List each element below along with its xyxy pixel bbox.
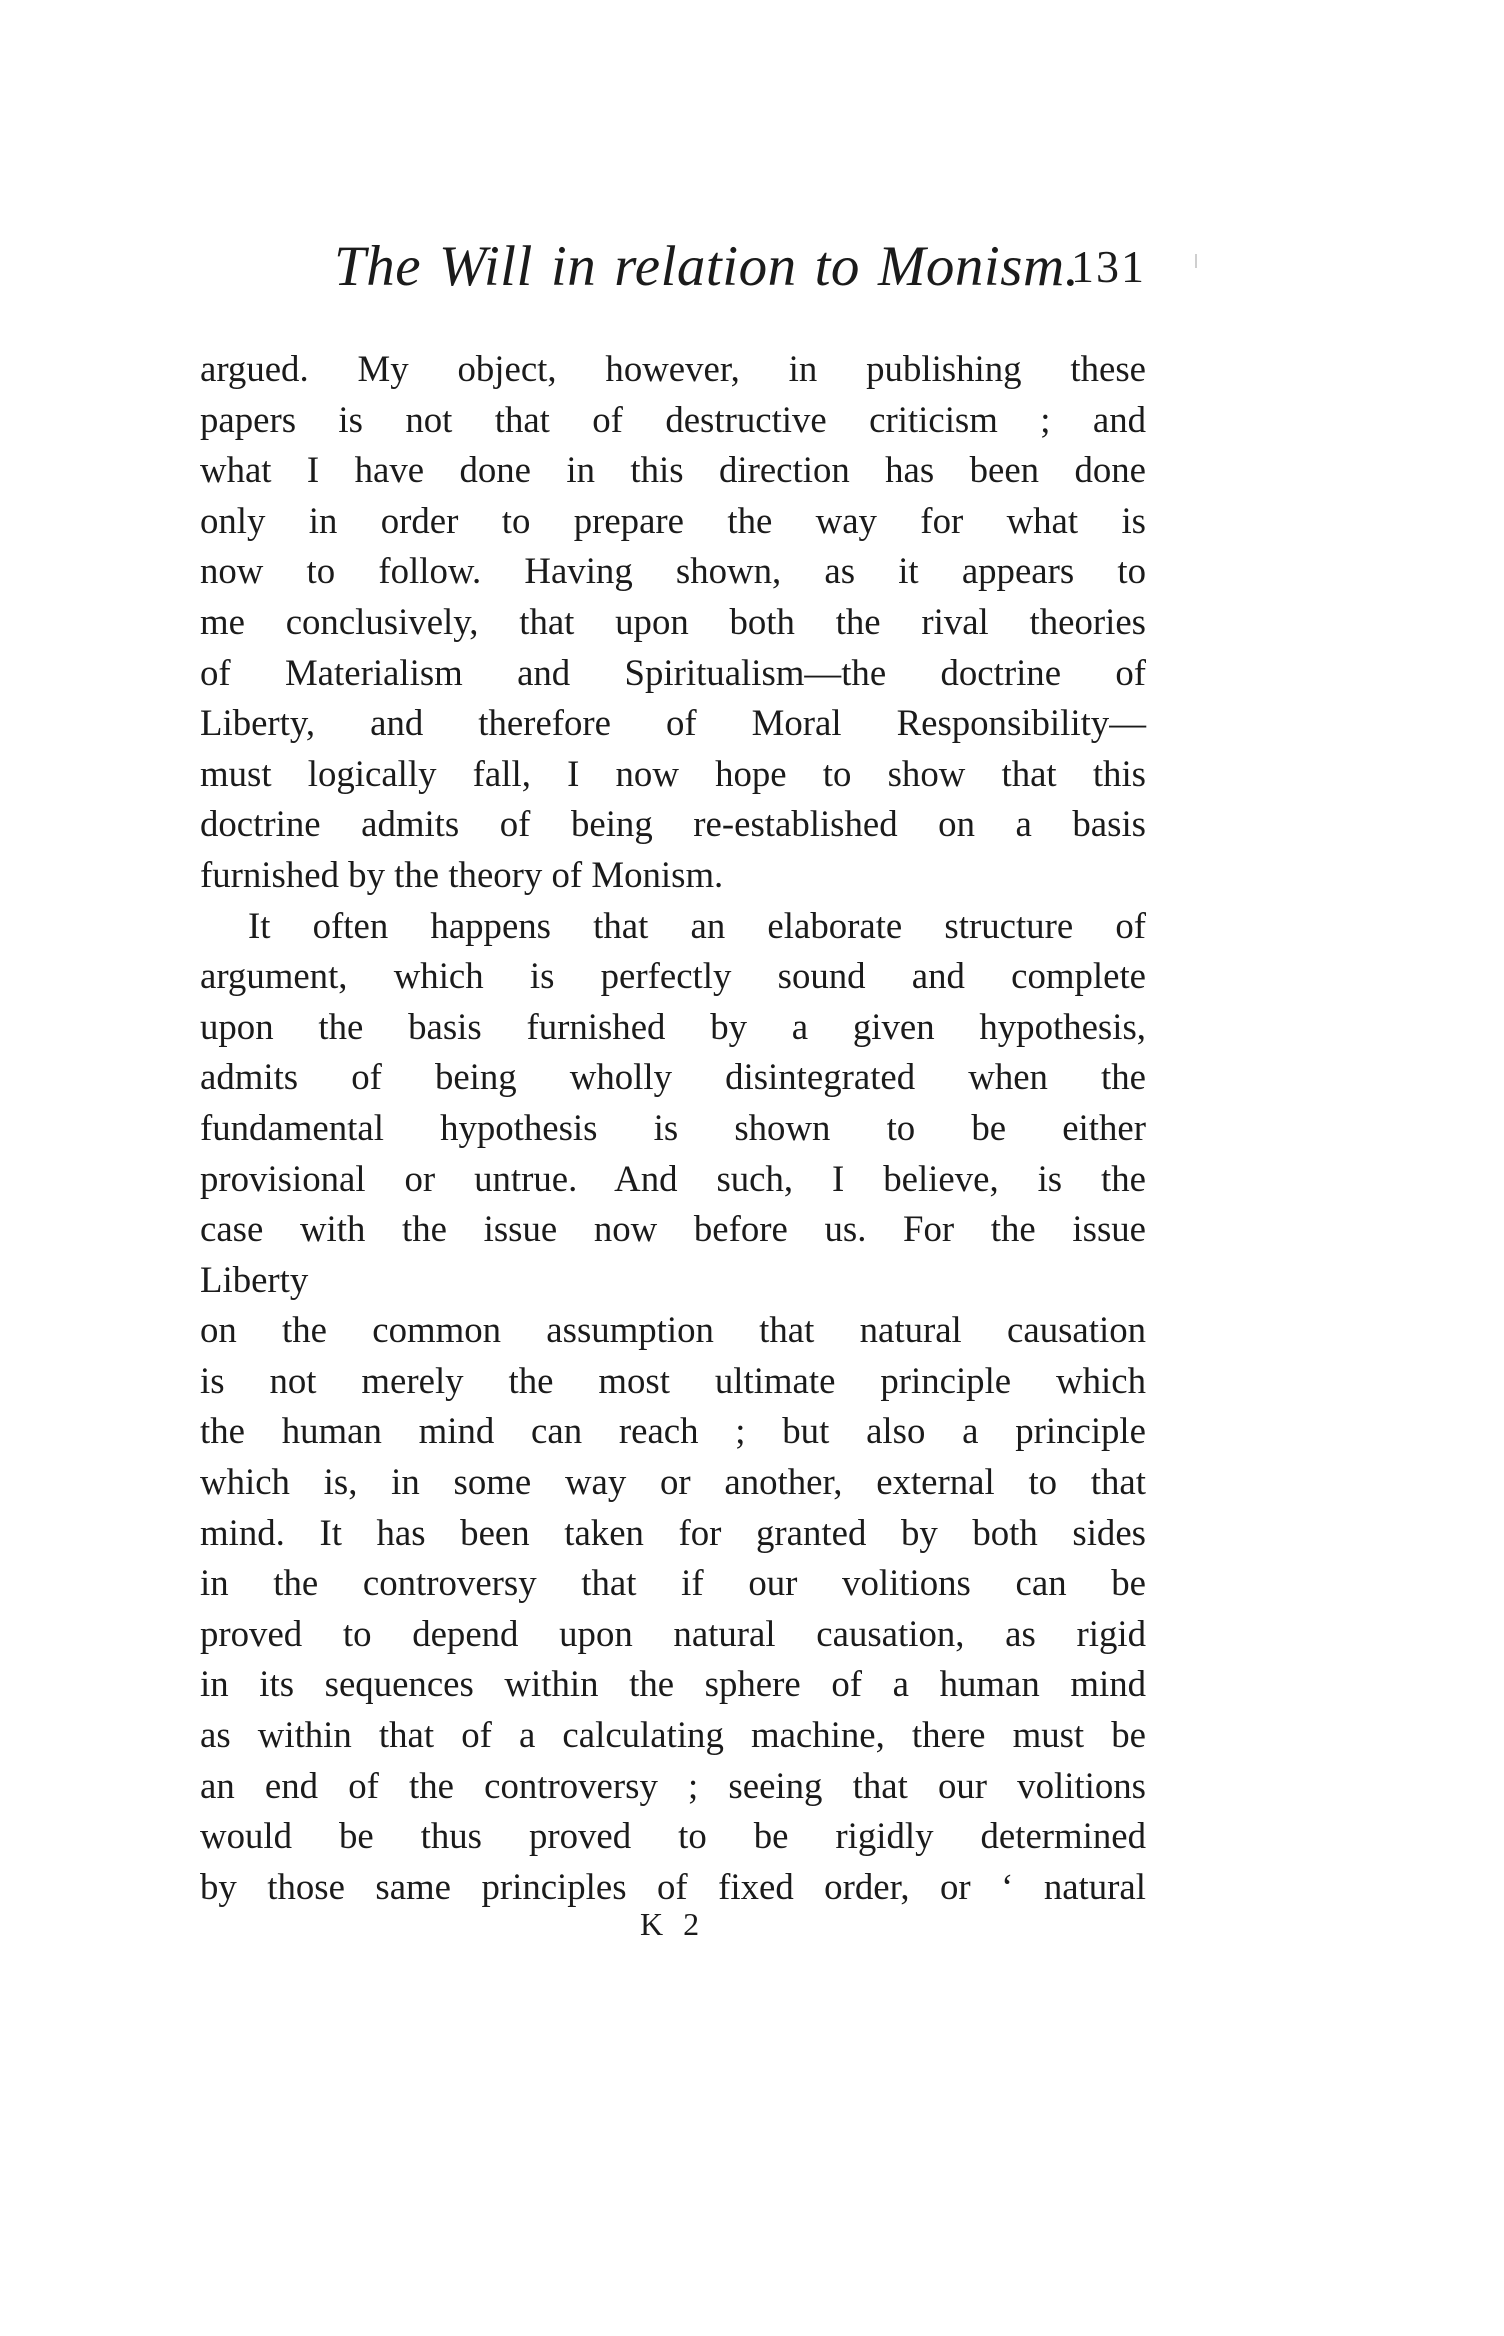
text-line: proved to depend upon natural causation, as rigid: [200, 1612, 1146, 1654]
text-line: as within that of a calculating machine, there must be: [200, 1714, 1146, 1756]
text-line: upon the basis furnished by a given hypothesis,: [200, 1005, 1146, 1047]
text-line: would be thus proved to be rigidly determined: [200, 1815, 1146, 1857]
text-line: admits of being wholly disintegrated when the: [200, 1056, 1146, 1098]
body-text: [200, 344, 1146, 1912]
text-line: provisional or untrue. And such, I believe, is the: [200, 1157, 1146, 1199]
text-line: of Materialism and Spiritualism—the doctrine of: [200, 651, 1146, 693]
text-line: It often happens that an elaborate structure of: [248, 904, 1146, 946]
text-line: in the controversy that if our volitions can be: [200, 1562, 1146, 1604]
text-line: papers is not that of destructive criticism ; and: [200, 398, 1146, 440]
running-title-word: Will: [439, 235, 533, 298]
text-line: Liberty, and therefore of Moral Responsibility—: [200, 702, 1146, 744]
paragraph: [200, 344, 1146, 901]
page-number: 131: [1071, 241, 1146, 292]
text-line: mind. It has been taken for granted by both sides: [200, 1511, 1146, 1553]
text-line: me conclusively, that upon both the rival theories: [200, 600, 1146, 642]
text-line-with-italic: [200, 1255, 1146, 1306]
running-title-word: The: [334, 235, 421, 298]
text-line: in its sequences within the sphere of a human mind: [200, 1663, 1146, 1705]
text-line: only in order to prepare the way for what is: [200, 499, 1146, 541]
text-line: fundamental hypothesis is shown to be either: [200, 1106, 1146, 1148]
text-line: which is, in some way or another, external to that: [200, 1461, 1146, 1503]
text-line: case with the issue now before us. For the issue: [200, 1208, 1146, 1250]
paragraph: [200, 901, 1146, 1913]
text-line: is not merely the most ultimate principle which: [200, 1359, 1146, 1401]
running-title: [334, 234, 1097, 299]
text-line: doctrine admits of being re-established on a basis: [200, 803, 1146, 845]
paper-speck: [1195, 254, 1197, 268]
running-title-word: relation: [614, 235, 797, 298]
text-line: what I have done in this direction has been done: [200, 449, 1146, 491]
text-line: an end of the controversy ; seeing that our volitions: [200, 1764, 1146, 1806]
text-line: must logically fall, I now hope to show that this: [200, 752, 1146, 794]
text-line: on the common assumption that natural causation: [200, 1309, 1146, 1351]
text-line: by those same principles of fixed order, or ‘ natural: [200, 1865, 1146, 1907]
running-title-word: to: [814, 235, 860, 298]
running-head: [200, 234, 1146, 304]
text-line: argument, which is perfectly sound and complete: [200, 955, 1146, 997]
text-line: argued. My object, however, in publishing these: [200, 348, 1146, 389]
text-segment: Liberty: [200, 1258, 309, 1300]
text-line: furnished by the theory of Monism.: [200, 853, 724, 895]
text-line: now to follow. Having shown, as it appears to: [200, 550, 1146, 592]
running-title-word: Monism.: [877, 235, 1080, 298]
signature-mark: K 2: [640, 1906, 706, 1942]
running-title-word: in: [550, 235, 597, 298]
text-line: the human mind can reach ; but also a principle: [200, 1410, 1146, 1452]
